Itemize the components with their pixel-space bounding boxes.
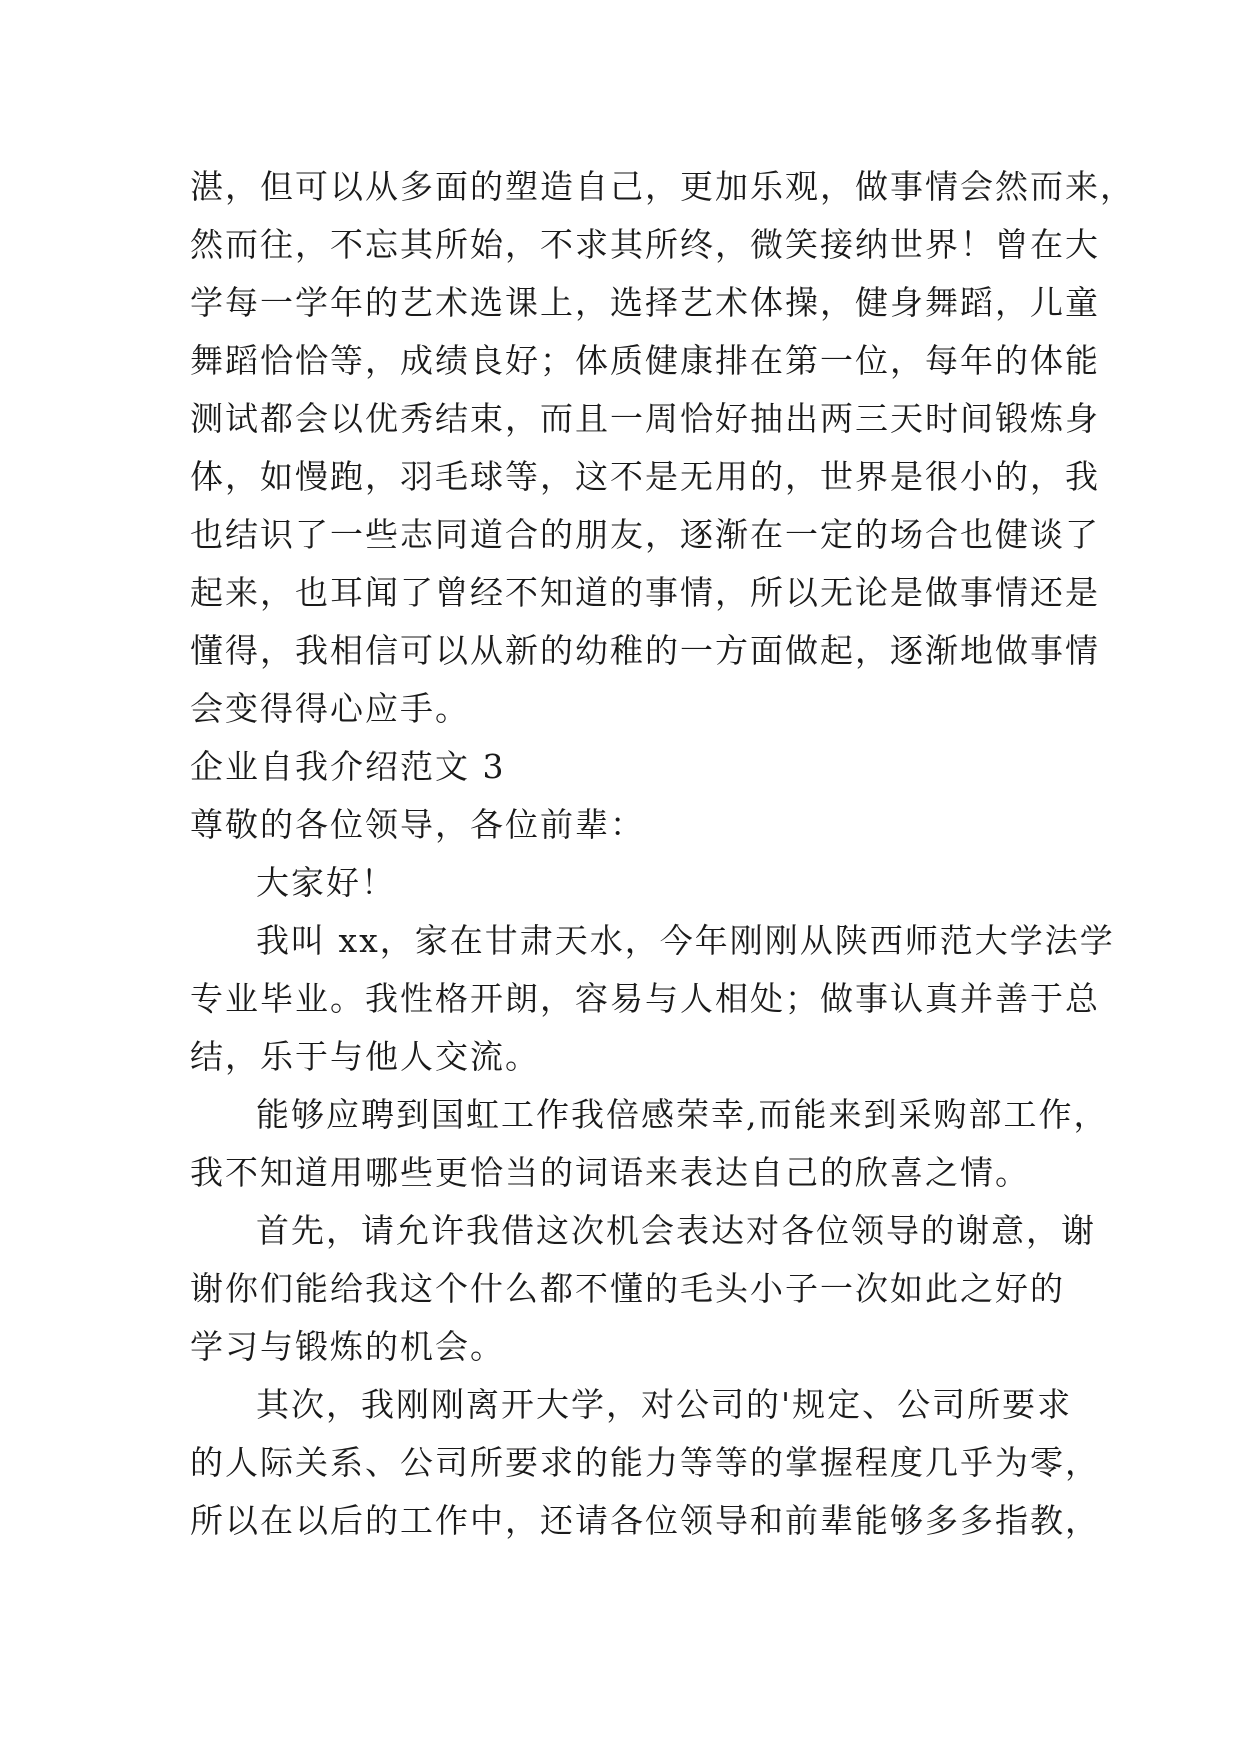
paragraph-line: 起来，也耳闻了曾经不知道的事情，所以无论是做事情还是 bbox=[190, 573, 1100, 612]
paragraph-line: 体，如慢跑，羽毛球等，这不是无用的，世界是很小的，我 bbox=[190, 457, 1100, 496]
paragraph-line: 首先，请允许我借这次机会表达对各位领导的谢意，谢 bbox=[256, 1211, 1096, 1250]
paragraph-line: 学每一学年的艺术选课上，选择艺术体操，健身舞蹈，儿童 bbox=[190, 283, 1100, 322]
paragraph-line: 专业毕业。我性格开朗，容易与人相处；做事认真并善于总 bbox=[190, 979, 1100, 1018]
paragraph-line: 所以在以后的工作中，还请各位领导和前辈能够多多指教， bbox=[190, 1501, 1100, 1540]
paragraph-line: 学习与锻炼的机会。 bbox=[190, 1327, 505, 1366]
paragraph-line: 的人际关系、公司所要求的能力等等的掌握程度几乎为零， bbox=[190, 1443, 1100, 1482]
paragraph-line: 能够应聘到国虹工作我倍感荣幸,而能来到采购部工作， bbox=[256, 1095, 1109, 1134]
paragraph-line: 也结识了一些志同道合的朋友，逐渐在一定的场合也健谈了 bbox=[190, 515, 1100, 554]
paragraph-line: 其次，我刚刚离开大学，对公司的'规定、公司所要求 bbox=[256, 1385, 1073, 1424]
document-body bbox=[190, 158, 1135, 1550]
paragraph-line: 谢你们能给我这个什么都不懂的毛头小子一次如此之好的 bbox=[190, 1269, 1065, 1308]
paragraph-line: 结，乐于与他人交流。 bbox=[190, 1037, 540, 1076]
paragraph-line: 测试都会以优秀结束，而且一周恰好抽出两三天时间锻炼身 bbox=[190, 399, 1100, 438]
paragraph-line: 我不知道用哪些更恰当的词语来表达自己的欣喜之情。 bbox=[190, 1153, 1030, 1192]
greeting: 大家好！ bbox=[256, 863, 396, 902]
paragraph-line: 懂得，我相信可以从新的幼稚的一方面做起，逐渐地做事情 bbox=[190, 631, 1100, 670]
paragraph-line: 会变得得心应手。 bbox=[190, 689, 470, 728]
salutation: 尊敬的各位领导，各位前辈： bbox=[190, 805, 645, 844]
paragraph-line: 然而往，不忘其所始，不求其所终，微笑接纳世界！曾在大 bbox=[190, 225, 1100, 264]
paragraph-line: 湛，但可以从多面的塑造自己，更加乐观，做事情会然而来， bbox=[190, 167, 1135, 206]
paragraph-line: 舞蹈恰恰等，成绩良好；体质健康排在第一位，每年的体能 bbox=[190, 341, 1100, 380]
paragraph-line: 我叫 xx，家在甘肃天水，今年刚刚从陕西师范大学法学 bbox=[256, 921, 1115, 960]
section-title: 企业自我介绍范文 3 bbox=[190, 747, 506, 786]
